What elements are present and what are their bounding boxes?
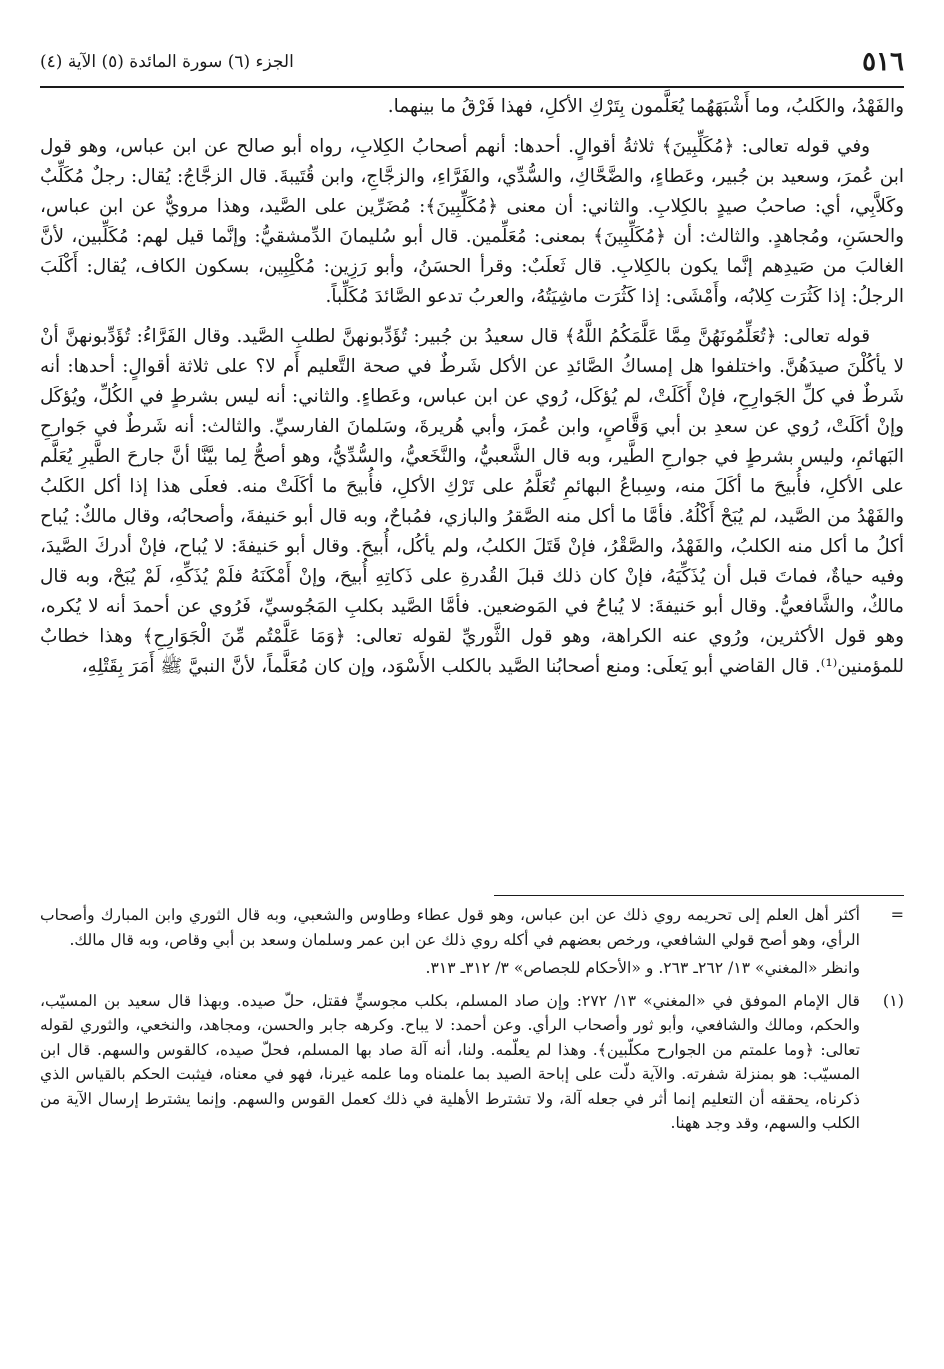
footnotes [40,903,904,1144]
footnote-continuation [40,903,904,985]
footnote-continuation-reference: وانظر «المغني» ١٣/ ٢٦٢ـ ٢٦٣. و «الأحكام للجصاص» ٣/ ٣١٢ـ ٣١٣. [425,959,860,977]
footnote-1 [40,989,904,1140]
paragraph-1: والفَهْدُ، والكَلبُ، وما أَشْبَهَهُما يُعَلَّمون بِتَرْكِ الأكلِ، فهذا فَرْقُ ما بينهما. [387,96,904,117]
running-title: الجزء (٦) سورة المائدة (٥) الآية (٤) [40,52,294,72]
footnote-continuation-marker: = [890,905,904,924]
page-header [40,42,904,82]
footnote-continuation-text: أكثر أهل العلم إلى تحريمه روي ذلك عن ابن عباس، وهو قول عطاء وطاوس والشعبي، وبه قال الثوري وابن المبارك وأصحاب الرأي، وهو أصح قولي الشافعي، ورخص بعضهم في أكله روي ذلك عن ابن عمر وسلمان وسعد بن أبي وقاص، وبه قال مالك. [40,906,860,949]
footnote-1-marker: (١) [882,990,904,1010]
header-rule [40,86,904,88]
main-text [40,92,904,692]
footnote-rule [494,895,904,896]
page-number: ٥١٦ [862,47,904,77]
footnote-1-text: قال الإمام الموفق في «المغني» ١٣/ ٢٧٢: وإن صاد المسلم، بكلب مجوسيٍّ فقتل، حلّ صيده. وبهذا قال سعيد بن المسيّب، والحكم، ومالك والشافعي، وأبو ثور وأصحاب الرأي. وعن أحمد: لا يباح. وكرهه جابر والحسن، ومجاهد، والنخعي، والثوري لقوله تعالى: ﴿وما علمتم من الجوارح مكلّبين﴾. وهذا لم يعلّمه. ولنا، أنه آلة صاد بها المسلم، فحلّ صيده، كالقوس والسهم. قال ابن المسيّب: هو بمنزلة شفرته. والآية دلّت على إباحة الصيد بما علمناه وما علمه غيرنا، فهو في معناه، فيثبت الحكم بالقياس الذي ذكرناه، يحققه أن التعليم إنما أثر في جعله آلة، ولا تشترط الأهلية في ذلك كعمل القوس والسهم. وإنما يشترط إرسال الآية من الكلب والسهم، وقد وجد ههنا. [40,991,860,1132]
paragraph-2: وفي قوله تعالى: ﴿مُكَلِّبِينَ﴾ ثلاثةُ أقوالٍ. أحدها: أنهم أصحابُ الكِلابِ، رواه أبو صالح عن ابن عباس، وهو قول ابن عُمرَ، وسعيد بن جُبير، وعَطاءٍ، والضَّحَّاكِ، والسُّدِّي، والفَرَّاءِ، والزجَّاجِ، وابن قُتَيبةَ. قال الزجَّاجُ: يُقال: رجلٌ مُكَلِّبٌ وكَلاَّبِي، أي: صاحبُ صيدٍ بالكِلابِ. والثاني: أن معنى ﴿مُكَلِّبِينَ﴾: مُضَرِّين على الصَّيد، وهذا مرويٌّ عن ابن عباس، والحسَنِ، ومُجاهدٍ. والثالث: أن ﴿مُكَلِّبِينَ﴾ بمعنى: مُعَلِّمين. قال أبو سُليمانَ الدِّمشقيُّ: وإنَّما قيل لهم: مُكَلِّبين، لأنَّ الغالبَ من صَيدِهم إنَّما يكون بالكِلابِ. قال ثَعلَبٌ: وقرأ الحسَنُ، وأبو رَزِين: مُكْلِبِين، بسكون الكاف، يُقال: أَكْلَبَ الرجلُ: إذا كَثُرَت كِلابُه، وأَمْشَى: إذا كَثُرَت ماشِيَتُهُ، والعربُ تدعو الصَّائدَ مُكَلِّباً. [40,136,904,307]
paragraph-3: قوله تعالى: ﴿تُعَلِّمُونَهُنَّ مِمَّا عَلَّمَكُمُ اللَّهُ﴾ قال سعيدُ بن جُبير: تُؤَدِّبونهنَّ لطلبِ الصَّيد. وقال الفَرَّاءُ: تُؤَدِّبونهنَّ أنْ لا يأكُلْنَ صيدَهُنَّ. واختلفوا هل إمساكُ الصَّائدِ عن الأكل شَرطٌ في صحة التَّعليم أَم لا؟ على ثلاثة أقوالٍ: أحدها: أنه شَرطٌ في كلِّ الجَوارِحِ، فإنْ أَكَلَتْ، لم يُؤكَل، رُوي عن ابن عباس، وعَطاءٍ. والثاني: أنه ليس بشرطٍ في الكُلِّ، ويُؤكَل وإنْ أكَلَتْ، رُوي عن سعدِ بن أبي وَقَّاصٍ، وابن عُمرَ، وأبي هُريرةَ، وسَلمانَ الفارسيِّ. والثالث: أنه شَرطٌ في جَوارحِ البَهائمِ، وليس بشرطٍ في جوارحِ الطَّير، وبه قال الشَّعبيُّ، والنَّخَعيُّ، والسُّدِّيُّ، وهو أصحُّ لِما بيَّنَّا أنَّ جارحَ الطَّيرِ يُعَلَّم على الأكلِ، فأُبيحَ ما أكَلَ منه، وسِباعُ البهائمِ تُعَلَّمُ على تَرْكِ الأكلِ، فأُبيحَ ما أكَلَتْ منه. فعلَى هذا إذا أكل الكَلبُ والفَهْدُ من الصَّيد، لم يُبَحْ أَكْلُهُ. فأمَّا ما أكل منه الصَّقرُ والبازي، فمُباحٌ، وبه قال أبو حَنيفةَ، وأصحابُه، وقال مالكٌ: يُباح أكلُ ما أكل منه الكلبُ، والفَهْدُ، والصَّقْرُ، فإنْ قَتَلَ الكلبُ، ولم يأكُل، أُبيحَ. وقال أبو حَنيفةَ: لا يُباح، فإنْ أدركَ الصَّيدَ، وفيه حياةٌ، فماتَ قبل أن يُذَكِّيَهُ، فإنْ كان ذلك قبلَ القُدرةِ على ذَكاتِهِ أُبيحَ، وإنْ أَمْكَنَهُ فلَمْ يُذَكِّهِ، لَمْ يُبَحْ، وبه قال مالكٌ، والشَّافعيُّ. وقال أبو حَنيفةَ: لا يُباحُ في المَوضعين. فأمَّا الصَّيد بكلبِ المَجُوسيِّ، فَرُوي عن أحمدَ أنه لا يُكره، وهو قول الأكثرين، ورُوي عنه الكراهة، وهو قول الثَّوريِّ لقوله تعالى: ﴿وَمَا عَلَّمْتُم مِّنَ الْجَوَارِحِ﴾ وهذا خطابٌ للمؤمنين⁽¹⁾. قال القاضي أبو يَعلَى: ومنع أصحابُنا الصَّيد بالكلب الأَسْوَد، وإن كان مُعَلَّماً، لأنَّ النبيَّ ﷺ أَمَرَ بِقَتْلِهِ، [40,326,904,677]
